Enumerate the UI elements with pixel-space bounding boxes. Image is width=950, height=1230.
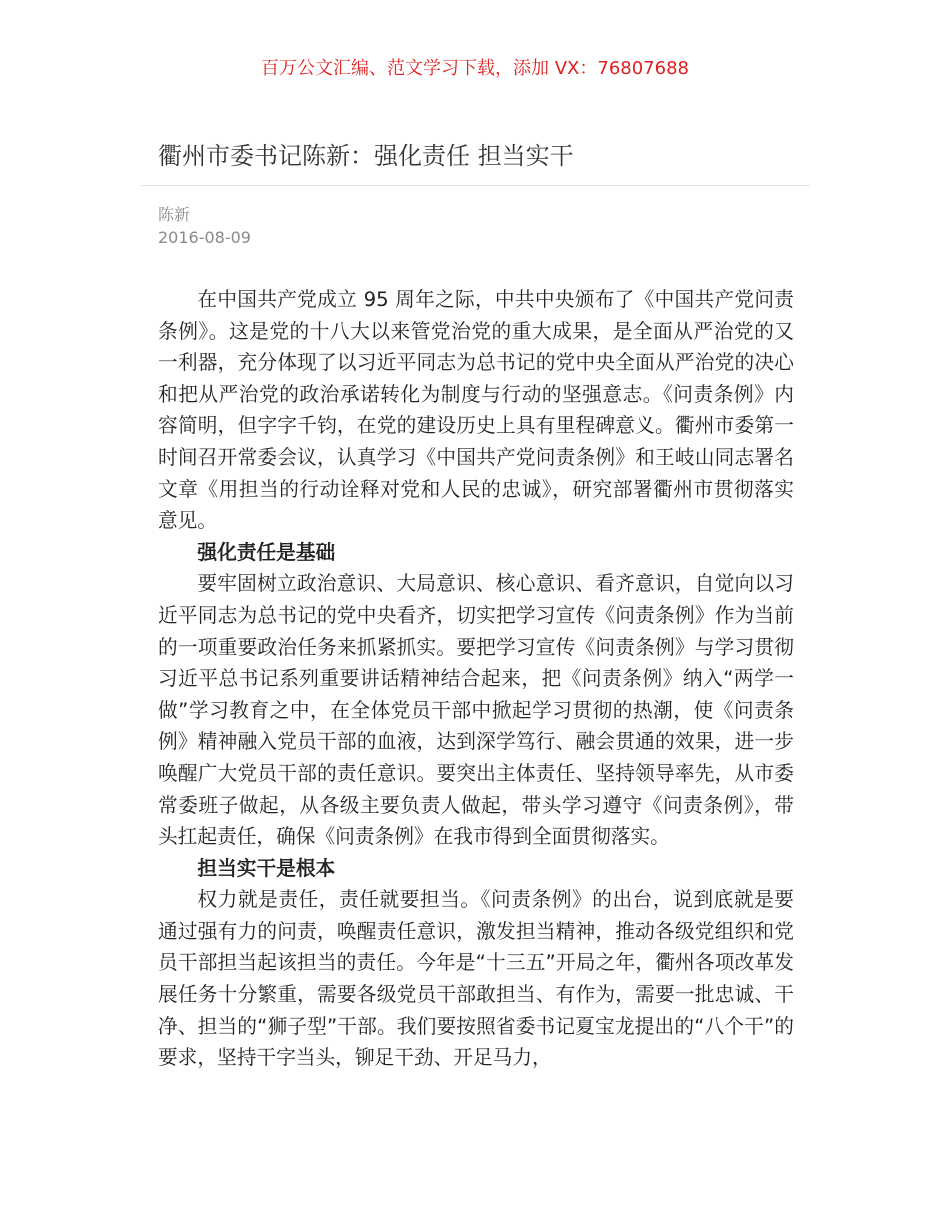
article-author: 陈新 — [158, 205, 191, 224]
title-divider — [141, 185, 810, 186]
section-heading-responsibility: 强化责任是基础 — [197, 540, 336, 564]
article-date: 2016-08-09 — [158, 228, 251, 247]
promo-banner: 百万公文汇编、范文学习下载，添加 VX：76807688 — [261, 58, 689, 79]
article-title: 衢州市委书记陈新：强化责任 担当实干 — [158, 142, 574, 170]
section-paragraph-responsibility: 要牢固树立政治意识、大局意识、核心意识、看齐意识，自觉向以习近平同志为总书记的党中央看齐，切实把学习宣传《问责条例》作为当前的一项重要政治任务来抓紧抓实。要把学习宣传《问责条例》与学习贯彻习近平总书记系列重要讲话精神结合起来，把《问责条例》纳入“两学一做”学习教育之中，在全体党员干部中掀起学习贯彻的热潮，使《问责条例》精神融入党员干部的血液，达到深学笃行、融会贯通的效果，进一步唤醒广大党员干部的责任意识。要突出主体责任、坚持领导率先，从市委常委班子做起，从各级主要负责人做起，带头学习遵守《问责条例》，带头扛起责任，确保《问责条例》在我市得到全面贯彻落实。 — [158, 572, 794, 849]
article-body — [158, 284, 794, 1074]
intro-paragraph: 在中国共产党成立 95 周年之际，中共中央颁布了《中国共产党问责条例》。这是党的十八大以来管党治党的重大成果，是全面从严治党的又一利器，充分体现了以习近平同志为总书记的党中央全面从严治党的决心和把从严治党的政治承诺转化为制度与行动的坚强意志。《问责条例》内容简明，但字字千钧，在党的建设历史上具有里程碑意义。衢州市委第一时间召开常委会议，认真学习《中国共产党问责条例》和王岐山同志署名文章《用担当的行动诠释对党和人民的忠诚》，研究部署衢州市贯彻落实意见。 — [158, 288, 794, 533]
section-heading-dedication: 担当实干是根本 — [197, 856, 336, 880]
section-paragraph-dedication: 权力就是责任，责任就要担当。《问责条例》的出台，说到底就是要通过强有力的问责，唤醒责任意识，激发担当精神，推动各级党组织和党员干部担当起该担当的责任。今年是“十三五”开局之年，衢州各项改革发展任务十分繁重，需要各级党员干部敢担当、有作为，需要一批忠诚、干净、担当的“狮子型”干部。我们要按照省委书记夏宝龙提出的“八个干”的要求，坚持干字当头，铆足干劲、开足马力， — [158, 888, 794, 1070]
